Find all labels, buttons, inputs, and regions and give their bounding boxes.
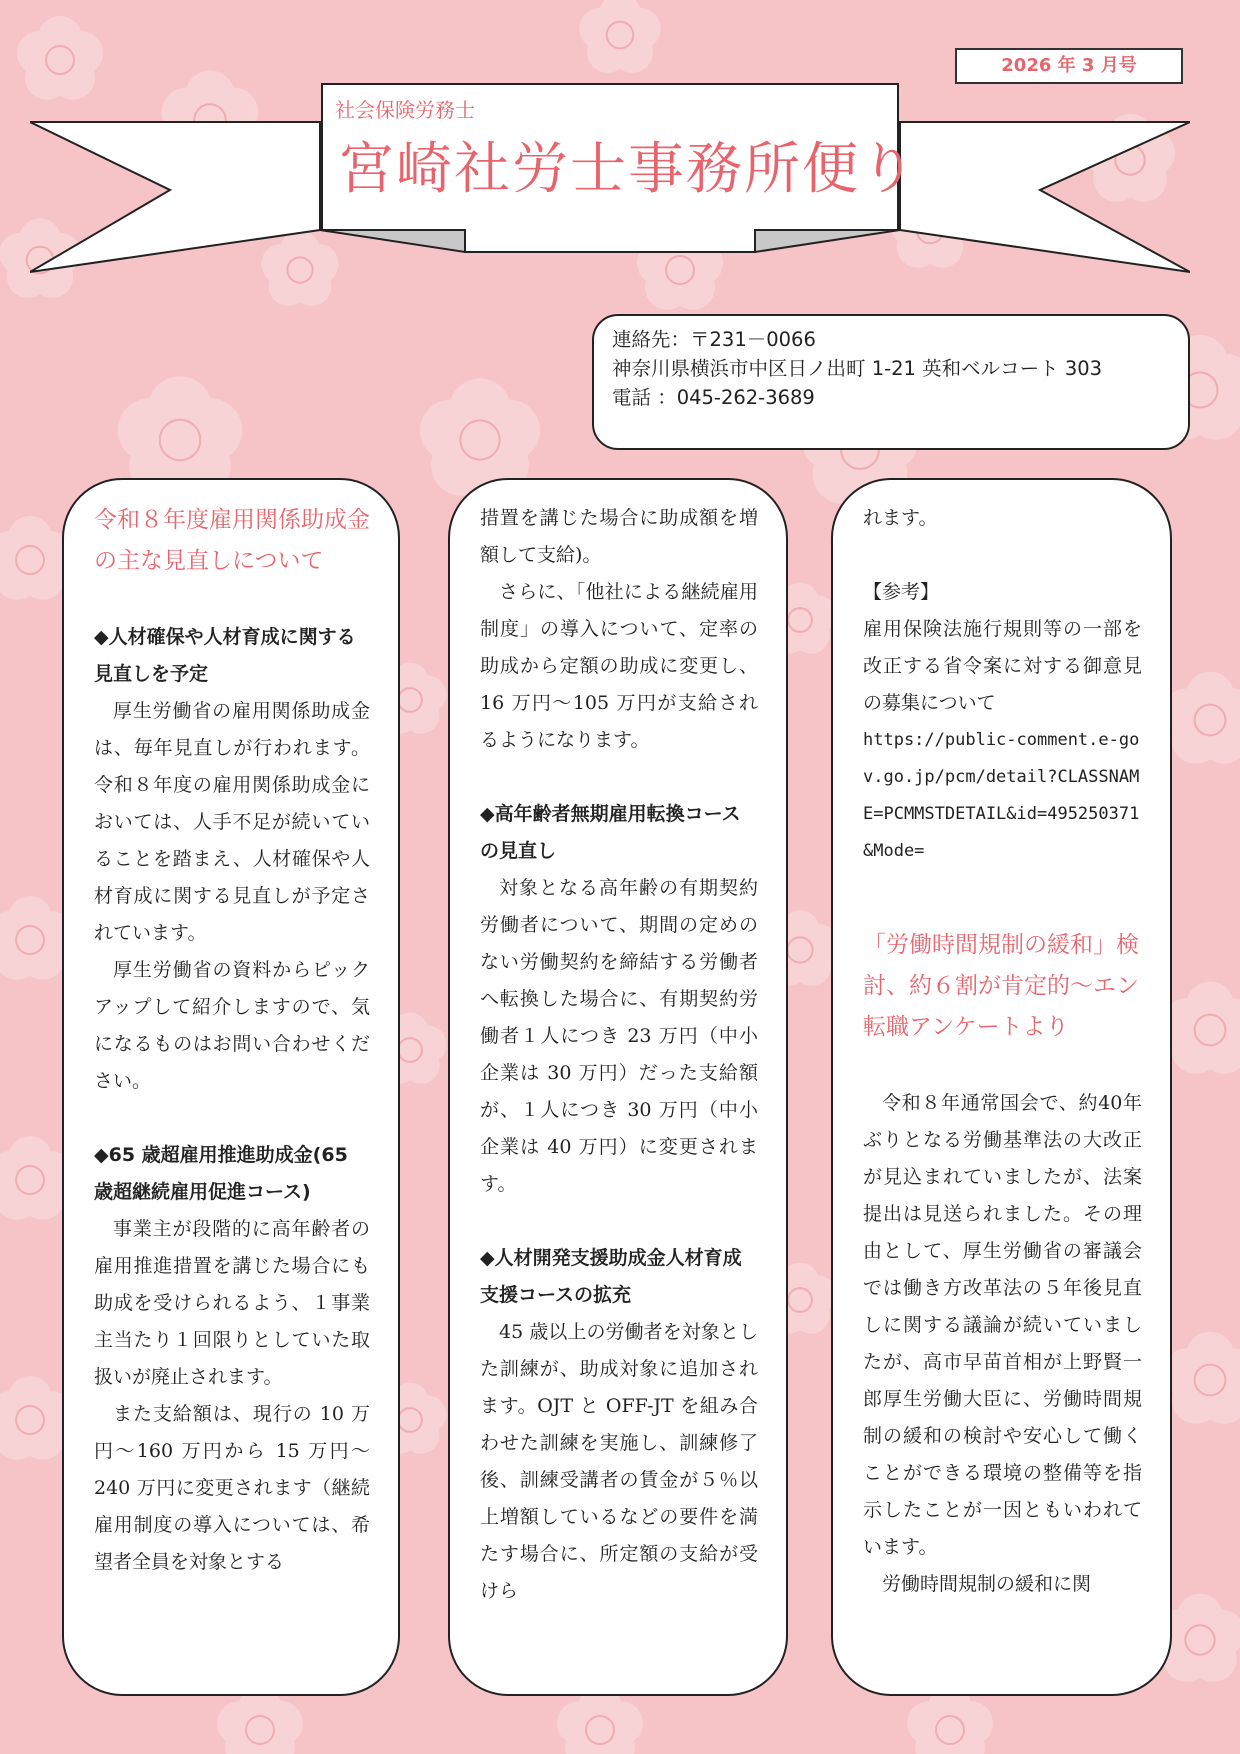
paragraph: 事業主が段階的に高年齢者の雇用推進措置を講じた場合にも助成を受けられるよう、１事業主当たり１回限りとしていた取扱いが廃止されます。 [94, 1218, 370, 1388]
paragraph-continued: れます。 [863, 507, 938, 529]
contact-box [592, 314, 1190, 450]
article-heading: 令和８年度雇用関係助成金の主な見直しについて [94, 507, 370, 574]
contact-phone: 電話 ：045-262-3689 [612, 386, 815, 409]
contact-postal: 連絡先：〒231－0066 [612, 328, 816, 351]
article-column-2 [448, 478, 788, 1696]
section-heading: ◆65 歳超雇用推進助成金(65 歳超継続雇用促進コース) [94, 1144, 348, 1203]
paragraph: 労働時間規制の緩和に関 [882, 1573, 1092, 1595]
paragraph: また支給額は、現行の 10 万円～160 万円から 15 万円～240 万円に変更されます（継続雇用制度の導入については、希望者全員を対象とする [94, 1403, 370, 1573]
paragraph: 厚生労働省の雇用関係助成金は、毎年見直しが行われます。令和８年度の雇用関係助成金においては、人手不足が続いていることを踏まえ、人材確保や人材育成に関する見直しが予定されています。 [94, 700, 370, 944]
newsletter-title: 宮崎社労士事務所便り [338, 137, 918, 202]
banner-subtitle: 社会保険労務士 [335, 98, 475, 122]
article-column-1 [62, 478, 400, 1696]
reference-url[interactable]: https://public-comment.e-gov.go.jp/pcm/detail?CLASSNAME=PCMMSTDETAIL&id=495250371&Mode= [863, 730, 1140, 861]
section-heading: ◆人材開発支援助成金人材育成支援コースの拡充 [480, 1247, 742, 1306]
issue-date-box: 2026 年 3 月号 [955, 48, 1183, 84]
article-heading: 「労働時間規制の緩和」検討、約６割が肯定的～エン転職アンケートより [863, 932, 1139, 1040]
paragraph-continued: 措置を講じた場合に助成額を増額して支給)。 [480, 507, 758, 566]
article-column-3 [831, 478, 1172, 1696]
paragraph: 対象となる高年齢の有期契約労働者について、期間の定めのない労働契約を締結する労働者へ転換した場合に、有期契約労働者１人につき 23 万円（中小企業は 30 万円）だった支給額が、１人につき 30 万円（中小企業は 40 万円）に変更されます。 [480, 877, 758, 1195]
paragraph: 令和８年通常国会で、約40年ぶりとなる労働基準法の大改正が見込まれていましたが、法案提出は見送られました。その理由として、厚生労働省の審議会では働き方改革法の５年後見直しに関する議論が続いていましたが、高市早苗首相が上野賢一郎厚生労働大臣に、労働時間規制の緩和の検討や安心して働くことができる環境の整備等を指示したことが一因ともいわれています。 [863, 1092, 1142, 1558]
paragraph: さらに、「他社による継続雇用制度」の導入について、定率の助成から定額の助成に変更し、16 万円～105 万円が支給されるようになります。 [480, 581, 758, 751]
reference-heading: 【参考】 [863, 581, 940, 603]
reference-text: 雇用保険法施行規則等の一部を改正する省令案に対する御意見の募集について [863, 618, 1142, 714]
section-heading: ◆人材確保や人材育成に関する見直しを予定 [94, 626, 356, 685]
paragraph: 45 歳以上の労働者を対象とした訓練が、助成対象に追加されます。OJT と OFF-JT を組み合わせた訓練を実施し、訓練修了後、訓練受講者の賃金が５％以上増額しているなどの要件を満たす場合に、所定額の支給が受けら [480, 1321, 758, 1602]
paragraph: 厚生労働省の資料からピックアップして紹介しますので、気になるものはお問い合わせください。 [94, 959, 370, 1092]
contact-address: 神奈川県横浜市中区日ノ出町 1-21 英和ベルコート 303 [612, 357, 1103, 380]
section-heading: ◆高年齢者無期雇用転換コースの見直し [480, 803, 741, 862]
